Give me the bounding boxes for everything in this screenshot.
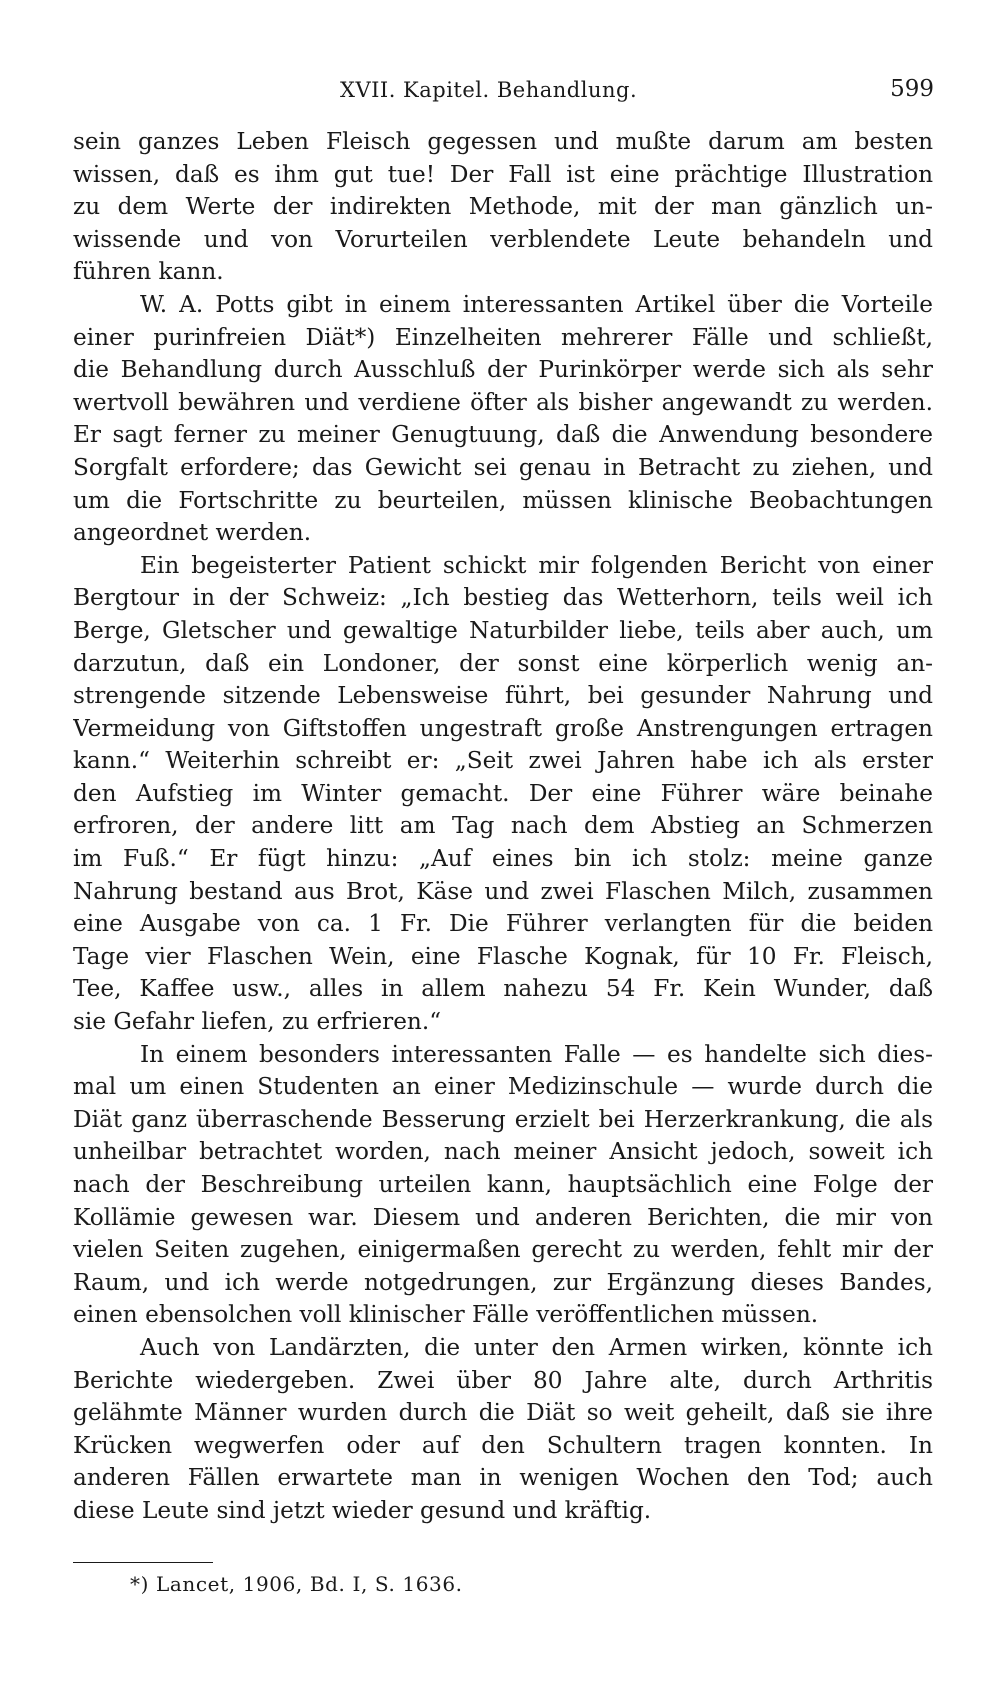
text-line: vielen Seiten zugehen, einigermaßen gerecht zu werden, fehlt mir der: [73, 1236, 933, 1264]
text-line: einen ebensolchen voll klinischer Fälle veröffentlichen müssen.: [73, 1301, 819, 1329]
text-line: strengende sitzende Lebensweise führt, bei gesunder Nahrung und: [73, 682, 933, 710]
text-line: anderen Fällen erwartete man in wenigen Wochen den Tod; auch: [73, 1464, 933, 1492]
text-line: gelähmte Männer wurden durch die Diät so weit geheilt, daß sie ihre: [73, 1399, 933, 1427]
text-line: Diät ganz überraschende Besserung erzielt bei Herzerkrankung, die als: [73, 1105, 933, 1133]
text-line: sie Gefahr liefen, zu erfrieren.“: [73, 1008, 442, 1036]
footnote-divider: [73, 1562, 213, 1563]
text-line: diese Leute sind jetzt wieder gesund und kräftig.: [73, 1496, 652, 1524]
text-line: Kollämie gewesen war. Diesem und anderen Berichten, die mir von: [73, 1203, 933, 1231]
text-line: wissen, daß es ihm gut tue! Der Fall ist eine prächtige Illustration: [73, 160, 933, 188]
body-text: [73, 126, 933, 1528]
running-head: XVII. Kapitel. Behandlung.: [340, 78, 638, 102]
text-line: Vermeidung von Giftstoffen ungestraft große Anstrengungen ertragen: [73, 714, 933, 742]
text-line: Berichte wiedergeben. Zwei über 80 Jahre alte, durch Arthritis: [73, 1366, 933, 1394]
text-line: Auch von Landärzten, die unter den Armen wirken, könnte ich: [140, 1333, 933, 1361]
text-line: den Aufstieg im Winter gemacht. Der eine Führer wäre beinahe: [73, 779, 933, 807]
text-line: wertvoll bewähren und verdiene öfter als bisher angewandt zu werden.: [73, 388, 933, 416]
text-line: Tee, Kaffee usw., alles in allem nahezu 54 Fr. Kein Wunder, daß: [73, 975, 933, 1003]
text-line: Berge, Gletscher und gewaltige Naturbilder liebe, teils aber auch, um: [73, 616, 933, 644]
text-line: mal um einen Studenten an einer Medizinschule — wurde durch die: [73, 1073, 933, 1101]
text-line: In einem besonders interessanten Falle — es handelte sich dies-: [140, 1040, 933, 1068]
text-line: im Fuß.“ Er fügt hinzu: „Auf eines bin ich stolz: meine ganze: [73, 845, 933, 873]
text-line: führen kann.: [73, 258, 224, 286]
text-line: angeordnet werden.: [73, 519, 312, 547]
text-line: Raum, und ich werde notgedrungen, zur Ergänzung dieses Bandes,: [73, 1268, 933, 1296]
text-line: Er sagt ferner zu meiner Genugtuung, daß die Anwendung besondere: [73, 421, 933, 449]
text-line: nach der Beschreibung urteilen kann, hauptsächlich eine Folge der: [73, 1171, 933, 1198]
page-number: 599: [890, 76, 934, 102]
text-line: Nahrung bestand aus Brot, Käse und zwei Flaschen Milch, zusammen: [73, 877, 933, 905]
text-line: sein ganzes Leben Fleisch gegessen und mußte darum am besten: [73, 128, 933, 155]
text-line: wissende und von Vorurteilen verblendete Leute behandeln und: [73, 225, 933, 253]
footnote: *) Lancet, 1906, Bd. I, S. 1636.: [130, 1572, 463, 1596]
text-line: erfroren, der andere litt am Tag nach dem Abstieg an Schmerzen: [73, 812, 933, 840]
text-line: zu dem Werte der indirekten Methode, mit der man gänzlich un-: [73, 193, 933, 221]
text-line: einer purinfreien Diät*) Einzelheiten mehrerer Fälle und schließt,: [73, 323, 933, 351]
text-line: darzutun, daß ein Londoner, der sonst eine körperlich wenig an-: [73, 649, 933, 677]
text-line: um die Fortschritte zu beurteilen, müssen klinische Beobachtungen: [73, 486, 933, 514]
text-line: Ein begeisterter Patient schickt mir folgenden Bericht von einer: [140, 551, 933, 579]
text-line: die Behandlung durch Ausschluß der Purinkörper werde sich als sehr: [73, 356, 933, 384]
text-line: Tage vier Flaschen Wein, eine Flasche Kognak, für 10 Fr. Fleisch,: [73, 942, 933, 970]
text-line: Sorgfalt erfordere; das Gewicht sei genau in Betracht zu ziehen, und: [73, 453, 933, 481]
text-line: eine Ausgabe von ca. 1 Fr. Die Führer verlangten für die beiden: [73, 910, 933, 938]
text-line: Krücken wegwerfen oder auf den Schultern tragen konnten. In: [73, 1431, 933, 1459]
text-line: W. A. Potts gibt in einem interessanten Artikel über die Vorteile: [140, 290, 933, 318]
text-line: unheilbar betrachtet worden, nach meiner Ansicht jedoch, soweit ich: [73, 1138, 933, 1166]
text-line: Bergtour in der Schweiz: „Ich bestieg das Wetterhorn, teils weil ich: [73, 584, 933, 612]
text-line: kann.“ Weiterhin schreibt er: „Seit zwei Jahren habe ich als erster: [73, 747, 933, 775]
